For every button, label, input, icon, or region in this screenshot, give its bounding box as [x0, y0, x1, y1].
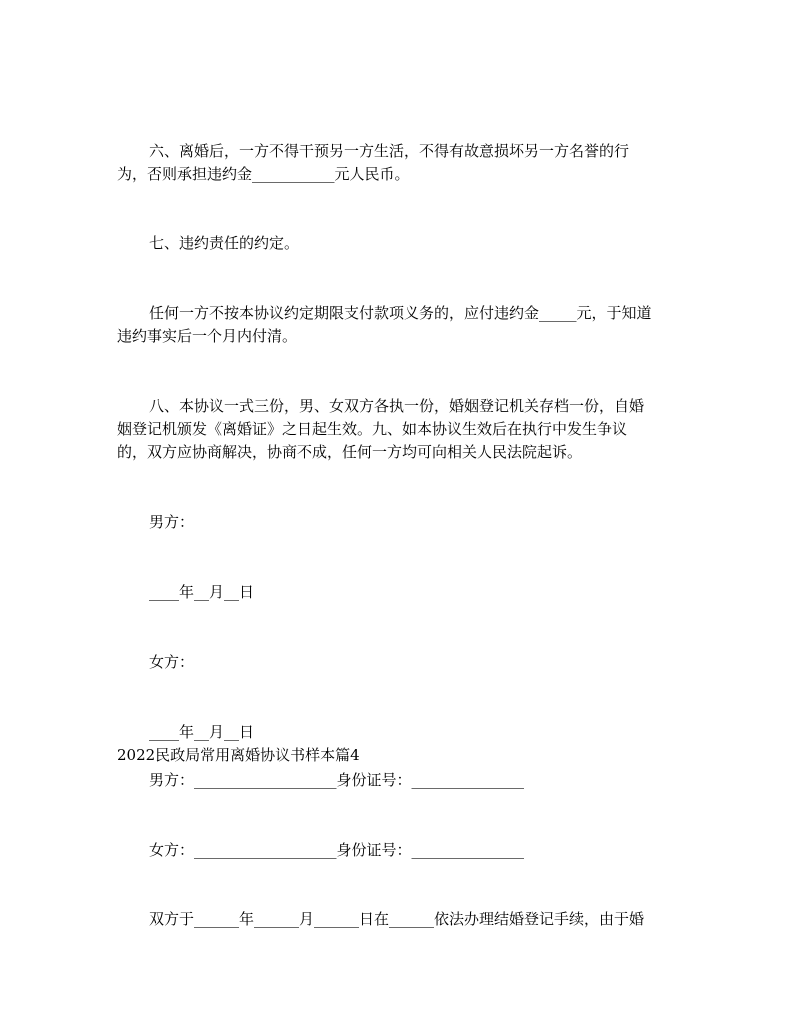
next-section-title: 2022民政局常用离婚协议书样本篇4: [117, 746, 360, 764]
female-signature-label: 女方：: [149, 653, 195, 671]
section-8-line-3: 的，双方应协商解决，协商不成，任何一方均可向相关人民法院起诉。: [117, 443, 583, 461]
section-8-line-2: 姻登记机颁发《离婚证》之日起生效。九、如本协议生效后在执行中发生争议: [117, 420, 628, 438]
marriage-registration-line: 双方于______年______月______日在______依法办理结婚登记手续，由于婚: [149, 910, 645, 928]
section-7-heading: 七、违约责任的约定。: [149, 234, 300, 252]
section-8-line-1: 八、本协议一式三份，男、女双方各执一份，婚姻登记机关存档一份，自婚: [149, 397, 645, 415]
male-id-line: 男方：___________________身份证号：_______________: [149, 771, 525, 789]
female-signature-date: ____年__月__日: [149, 723, 255, 741]
section-6-line-1: 六、离婚后，一方不得干预另一方生活，不得有故意损坏另一方名誉的行: [149, 142, 630, 160]
section-7-body-line-1: 任何一方不按本协议约定期限支付款项义务的，应付违约金_____元，于知道: [149, 304, 652, 322]
male-signature-label: 男方：: [149, 513, 195, 531]
section-6-line-2: 为，否则承担违约金___________元人民币。: [117, 165, 410, 183]
male-signature-date: ____年__月__日: [149, 583, 255, 601]
female-id-line: 女方：___________________身份证号：_______________: [149, 841, 525, 859]
section-7-body-line-2: 违约事实后一个月内付清。: [117, 327, 298, 345]
